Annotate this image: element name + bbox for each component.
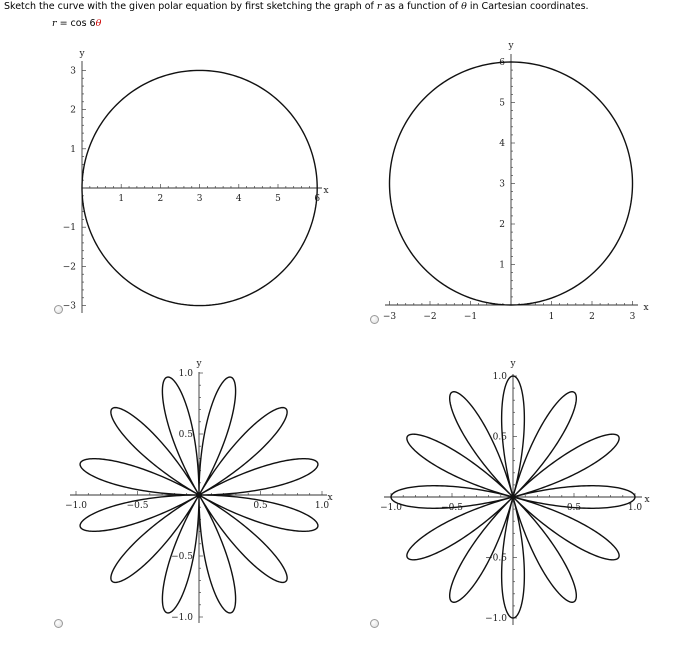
y-tick-label: 0.5 (178, 430, 193, 440)
x-tick-label: −2 (423, 312, 437, 322)
x-tick-label: 3 (196, 194, 203, 204)
x-axis-label: x (643, 303, 649, 313)
x-tick-label: −3 (382, 312, 397, 322)
y-axis-label: y (508, 41, 514, 51)
y-tick-label: −2 (62, 262, 76, 273)
x-tick-label: 3 (629, 312, 636, 322)
x-tick-label: 5 (275, 194, 281, 204)
x-axis-label: x (323, 186, 329, 196)
x-tick-label: 2 (589, 312, 595, 322)
equation-rhs: = cos 6 (56, 18, 96, 29)
x-tick-label: 1 (548, 312, 555, 322)
y-tick-label: −1 (62, 223, 76, 234)
y-tick-label: 5 (499, 98, 505, 109)
equation-lhs: r (52, 18, 57, 29)
y-tick-label: 3 (499, 179, 505, 190)
question-theta: θ (461, 1, 467, 12)
x-axis-label: x (327, 493, 333, 503)
x-tick-label: 4 (235, 194, 242, 204)
y-tick-label: 0.5 (492, 432, 507, 443)
y-tick-label: 1 (499, 260, 505, 271)
y-tick-label: −0.5 (485, 553, 507, 564)
y-tick-label: −1.0 (485, 614, 507, 624)
equation-theta: θ (95, 18, 102, 29)
question-part-3: in Cartesian coordinates. (466, 1, 589, 12)
question-part-1: Sketch the curve with the given polar equation by first sketching the graph of (4, 1, 377, 12)
y-tick-label: 6 (499, 58, 505, 68)
y-tick-label: −0.5 (171, 552, 193, 562)
y-axis-label: y (79, 49, 85, 59)
x-tick-label: 1 (118, 194, 125, 204)
x-tick-label: −0.5 (126, 501, 149, 511)
y-tick-label: 3 (70, 66, 76, 77)
y-tick-label: −3 (62, 301, 76, 312)
y-axis-label: y (510, 359, 516, 369)
y-tick-label: 1.0 (178, 369, 193, 379)
question-r: r (376, 1, 382, 12)
x-tick-label: −0.5 (441, 503, 463, 513)
x-tick-label: −1.0 (380, 503, 402, 513)
question-part-2: as a function of (381, 1, 462, 12)
y-tick-label: 4 (499, 139, 505, 149)
x-axis-label: x (644, 495, 650, 505)
x-tick-label: 0.5 (253, 501, 268, 511)
y-axis-label: y (196, 359, 202, 369)
option-d-radio[interactable] (370, 619, 379, 628)
x-tick-label: 2 (157, 194, 164, 204)
y-tick-label: 1.0 (492, 372, 507, 382)
y-tick-label: 1 (70, 144, 76, 155)
y-tick-label: 2 (70, 105, 76, 116)
y-tick-label: 2 (499, 220, 505, 230)
x-tick-label: 6 (314, 194, 321, 204)
x-tick-label: −1.0 (65, 501, 87, 511)
x-tick-label: 1.0 (627, 503, 643, 513)
x-tick-label: 1.0 (314, 501, 330, 511)
x-tick-label: 0.5 (566, 503, 582, 513)
x-tick-label: −1 (463, 312, 478, 322)
y-tick-label: −1.0 (171, 613, 193, 623)
